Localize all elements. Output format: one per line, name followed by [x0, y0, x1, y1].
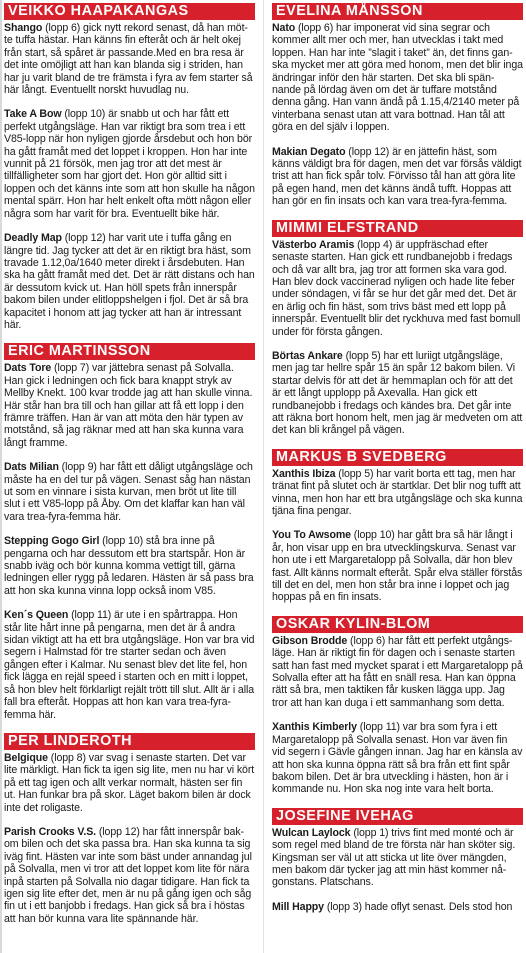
horse-comment: [4, 535, 255, 597]
horse-comment: [272, 350, 523, 437]
comment-text: (lopp 11) var bra som fyra i ett Margaretalopp på Solvalla senast. Hon var även fin vid segern i Gävle gången innan. Jag har en känsla av att hon ska kunna öppna rätt så bra från ett fint spår bakom bilen. Det är bra utveckling i hästen, hon är i kommande nu. Hon ska nog inte vara helt borta.: [272, 721, 523, 796]
trainer-heading: MARKUS B SVEDBERG: [272, 449, 523, 466]
trainer-heading: PER LINDEROTH: [4, 733, 255, 750]
trainer-heading: OSKAR KYLIN-BLOM: [272, 616, 523, 633]
comment-text: (lopp 5) har varit borta ett tag, men har tränat fint på slutet och är startklar. Det blir nog tufft att vinna, men hon har ett bra utgångsläge och ska kunna tjäna fina pengar.: [272, 467, 523, 517]
horse-comment: [4, 108, 255, 220]
comment-text: (lopp 1) trivs fint med monté och är som regel med bland de tre första när han sköter sig. Kingsman ser väl ut att sticka ut lite över mängden, men bakom där tycker jag att min häst kommer nå-gonstans. Platschans.: [272, 826, 516, 889]
trainer-heading: EVELINA MÅNSSON: [272, 3, 523, 20]
horse-name: Stepping Gogo Girl: [4, 535, 100, 548]
comment-text: (lopp 6) har fått ett perfekt utgångs-läge. Han är riktigt fin för dagen och i senaste starten satt han fast med mycket sparat i ett Margaretalopp på Solvalla efter att ha fått en snäll resa. Han kan öppna rätt så bra, men taktiken får kusken lägga upp. Jag tror att han kan duga i ett sammanhang som detta.: [272, 634, 523, 709]
horse-comment: [272, 827, 523, 889]
comment-text: (lopp 10) stå bra inne på pengarna och har dessutom ett bra startspår. Hon är snabb iväg och bör kunna komma vettigt till, gärna ledningen eller rygg på ledaren. Hästen är så pass bra att hon ska kunna vinna lopp också inom V85.: [4, 535, 254, 597]
horse-name: Parish Crooks V.S.: [4, 825, 97, 838]
horse-name: Wulcan Laylock: [272, 826, 351, 839]
page-edge: [0, 0, 2, 953]
horse-comment: [4, 461, 255, 523]
comment-text: (lopp 12) är en jättefin häst, som känns väldigt bra för dagen, men det var försås väldigt trist att han fick spår tolv. Förvisso tål han att göra lite på egen hand, men det känns ändå tufft. Hoppas att han gör en fin insats och kan vara trea-fyra-femma.: [272, 145, 522, 208]
comment-text: (lopp 7) var jättebra senast på Solvalla. Han gick i ledningen och fick bara knappt stryk av Mellby Knekt. 100 kvar trodde jag att han skulle vinna. Här står han bra till och han gillar att få ett lopp i den främre träffen. Han är van att möta den här typen av motstånd, så jag räknar med att han ska kunna vara långt framme.: [4, 362, 253, 449]
horse-comment: [4, 232, 255, 331]
horse-name: Dats Milian: [4, 461, 59, 474]
horse-name: Deadly Map: [4, 232, 62, 245]
horse-name: Börtas Ankare: [272, 349, 343, 362]
horse-comment: [4, 826, 255, 925]
horse-comment: [272, 635, 523, 709]
horse-name: Dats Tore: [4, 362, 52, 375]
comment-text: (lopp 10) har gått bra så här långt i år, hon visar upp en bra utvecklingskurva. Senast var hon ute i ett Margaretalopp på Solvalla, där hon blev fast. Allt känns normalt efteråt. Spår elva ställer förstås till det en del, men hon står bra inne i loppet och jag hoppas på en fin insats.: [272, 529, 523, 604]
horse-name: Ken´s Queen: [4, 609, 69, 622]
comment-text: (lopp 8) var svag i senaste starten. Det var lite märkligt. Han fick ta igen sig lite, men nu har vi kört på ett tag igen och allt verkar normalt, hästen ser fin ut. Han funkar bra på skor. Läget bakom bilen är dock inte det roligaste.: [4, 751, 255, 814]
horse-name: Shango: [4, 22, 43, 34]
horse-name: Xanthis Kimberly: [272, 721, 357, 734]
comment-text: (lopp 5) har ett luriigt utgångsläge, men jag tar hellre spår 15 än spår 12 bakom bilen. Vi startar delvis för att det är hemmaplan och för att det är ett långt upplopp på Axevalla. Han gick ett rundbanejobb i fredags och kändes bra. Det går inte att räkna bort honom helt, men jag är medveten om att det kan bli krångel på vägen.: [272, 349, 523, 437]
left-column: [4, 0, 255, 953]
horse-comment: [272, 468, 523, 518]
comment-text: (lopp 12) har varit ute i tuffa gång en längre tid. Jag tycker att det är en riktigt bra häst, som travade 1.12,0a/1640 meter direkt i årsdebuten. Han ska ha gått framåt med det. Det är rätt distans och han är dessutom kvick ut. Han höll spets från innerspår bakom bilen under elitloppshelgen i fjol. Det är så bra kapacitet i honom att jag tycker att han är intressant här.: [4, 232, 255, 331]
horse-comment: [4, 752, 255, 814]
comment-text: (lopp 6) gick nytt rekord senast, då han möt-te tuffa hästar. Han känns fin efteråt och är helt okej från start, så spåret är passande.Med en bra resa är det inte omöjligt att han kan blanda sig i striden, han har ju varit bland de tre främsta i fyra av fem starter så här långt. Eventuellt norskt huvudlag nu.: [4, 22, 253, 97]
comment-text: (lopp 3) hade oflyt senast. Dels stod hon: [323, 900, 513, 913]
trainer-heading: VEIKKO HAAPAKANGAS: [4, 3, 255, 20]
comment-text: (lopp 9) har fått ett dåligt utgångsläge och måste ha en del tur på vägen. Senast såg han nästan ut som en vinnare i sista kurvan, men bröt ut lite till slut i ett V85-lopp på Åby. Om det klaffar kan han väl vara trea-fyra-femma här.: [4, 461, 253, 523]
horse-name: Belgique: [4, 751, 48, 764]
horse-name: Xanthis Ibiza: [272, 467, 336, 480]
horse-name: Take A Bow: [4, 108, 62, 121]
column-divider: [263, 0, 264, 953]
trainer-heading: ERIC MARTINSSON: [4, 343, 255, 360]
comment-text: (lopp 11) är ute i en spårtrappa. Hon står lite hårt inne på pengarna, men det är å andra sidan viktigt att ha ett bra utgångsläge. Hon var bra vid segern i Halmstad för tre starter sedan och även gången efter i Kalmar. Nu senast blev det lite fel, hon fick lägga en rejäl speed i starten och en mitt i loppet, så hon blev helt förklarligt rejält trött till slut. Allt är i alla fall bra efteråt. Hoppas att hon kan vara trea-fyra-femma här.: [4, 609, 255, 721]
horse-comment: [272, 901, 523, 913]
horse-comment: [272, 146, 523, 208]
trainer-heading: MIMMI ELFSTRAND: [272, 220, 523, 237]
comment-text: (lopp 6) har imponerat vid sina segrar och kommer allt mer och mer, han utvecklas i takt med loppen. Han har inte ”slagit i taket” än, det finns gan-ska mycket mer att göra med honom, men det blir inga ändringar inför den här starten. Det ska bli spän-nande på lördag även om det är tuffare motstånd denna gång. Han vann ändå på 1.15,4/2140 meter på vinterbana senast utan att vara bottnad. Han tål att göra en del själv i loppen.: [272, 22, 523, 134]
horse-comment: [4, 609, 255, 721]
comment-text: (lopp 10) är snabb ut och har fått ett perfekt utgångsläge. Han var riktigt bra som trea i ett V85-lopp när hon nyligen gjorde årsdebut och hon bör ha gått framåt med det loppet i kroppen. Hon har inte vunnit på 21 försök, men jag tror att det mest är tillfälligheter som har gjort det. Hon gör alltid sitt i loppen och det känns inte som att hon skulle ha någon mental spärr. Hon har helt enkelt ofta mött någon eller några som har varit för bra. Eventuellt bike här.: [4, 108, 255, 220]
trainer-heading: JOSEFINE IVEHAG: [272, 808, 523, 825]
right-column: [272, 0, 523, 953]
horse-name: Makian Degato: [272, 145, 346, 158]
horse-comment: [4, 362, 255, 449]
horse-comment: [272, 239, 523, 338]
horse-name: Västerbo Aramis: [272, 238, 355, 251]
horse-name: You To Awsome: [272, 529, 351, 542]
horse-comment: [272, 721, 523, 795]
horse-name: Gibson Brodde: [272, 634, 348, 647]
horse-comment: [4, 22, 255, 96]
horse-comment: [272, 22, 523, 134]
horse-name: Mill Happy: [272, 900, 324, 913]
comment-text: (lopp 4) är uppfräschad efter senaste starten. Han gick ett rundbanejobb i fredags och då var allt bra, jag tror att formen ska vara god. Han blev dock vaccinerad nyligen och hade lite feber under söndagen, vi får se hur det går med det. Det är en ärlig och fin häst, som trivs bäst med ett lopp på innerspår. Eventuellt blir det ryckhuva med fast bomull under för första gången.: [272, 238, 521, 338]
horse-name: Nato: [272, 22, 296, 34]
horse-comment: [272, 529, 523, 603]
comment-text: (lopp 12) har fått innerspår bak-om bilen och det ska passa bra. Han ska kunna ta sig iväg fint. Hästen var inte som bäst under annandag jul på Solvalla, men vi tror att det loppet kom lite för nära inpå starten på Solvalla nio dagar tidigare. Han fick ta igen sig lite efter det, men är nu på gång igen och såg fin ut i ett banjobb i fredags. Han gick så bra i höstas att han bör kunna vara lite spännande här.: [4, 825, 252, 925]
